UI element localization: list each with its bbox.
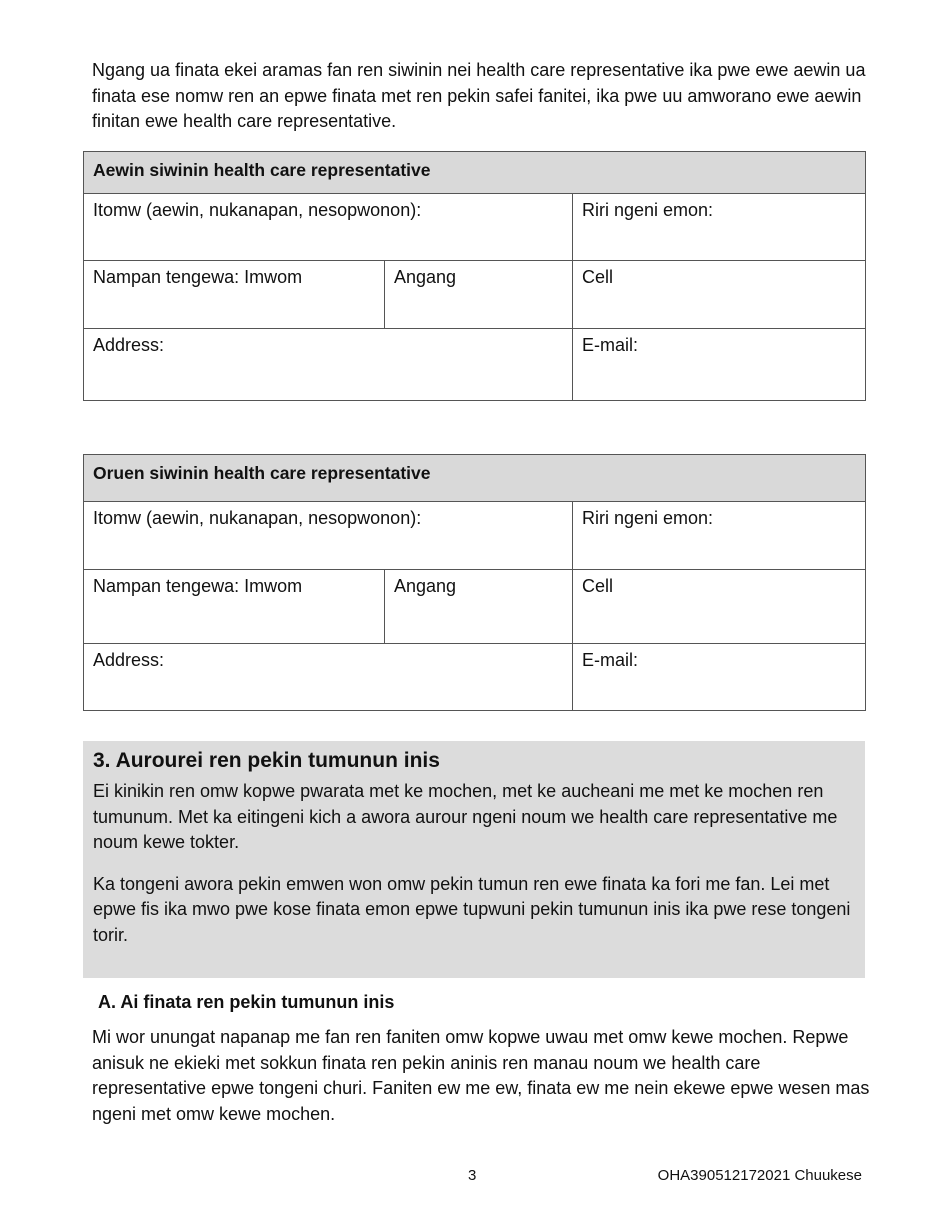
table-header: Oruen siwinin health care representative: [84, 455, 866, 502]
second-representative-table: [83, 454, 866, 711]
section-paragraph: Ei kinikin ren omw kopwe pwarata met ke mochen, met ke aucheani me met ke mochen ren tumunum. Met ka eitingeni kich a awora aurour ngeni noum we health care representative me noum kewe tokter.: [93, 781, 838, 852]
home-phone-field[interactable]: Nampan tengewa: Imwom: [84, 261, 385, 329]
cell-phone-field[interactable]: Cell: [573, 570, 866, 644]
cell-phone-field[interactable]: Cell: [573, 261, 866, 329]
email-field[interactable]: E-mail:: [573, 329, 866, 401]
work-phone-field[interactable]: Angang: [385, 570, 573, 644]
section-title: 3. Aurourei ren pekin tumunun inis: [93, 749, 440, 772]
name-field[interactable]: Itomw (aewin, nukanapan, nesopwonon):: [84, 502, 573, 570]
subsection-a-body: Mi wor unungat napanap me fan ren faniten omw kopwe uwau met omw kewe mochen. Repwe anisuk ne ekieki met sokkun finata ren pekin aninis ren manau noum we health care representative epwe tongeni churi. Faniten ew me ew, finata ew me nein ekewe epwe wesen mas ngeni met omw kewe mochen.: [92, 1027, 870, 1124]
section-3-box: [83, 741, 865, 978]
page-number: 3: [468, 1167, 477, 1184]
table-header: Aewin siwinin health care representative: [84, 152, 866, 194]
relationship-field[interactable]: Riri ngeni emon:: [573, 194, 866, 261]
home-phone-field[interactable]: Nampan tengewa: Imwom: [84, 570, 385, 644]
section-paragraph: Ka tongeni awora pekin emwen won omw pekin tumun ren ewe finata ka fori me fan. Lei met epwe fis ika mwo pwe kose finata emon epwe tupwuni pekin tumunun inis ika pwe rese tongeni torir.: [93, 873, 851, 945]
name-field[interactable]: Itomw (aewin, nukanapan, nesopwonon):: [84, 194, 573, 261]
subsection-a-title: A. Ai finata ren pekin tumunun inis: [98, 992, 395, 1012]
work-phone-field[interactable]: Angang: [385, 261, 573, 329]
document-code: OHA390512172021 Chuukese: [657, 1167, 862, 1184]
address-field[interactable]: Address:: [84, 329, 573, 401]
relationship-field[interactable]: Riri ngeni emon:: [573, 502, 866, 570]
email-field[interactable]: E-mail:: [573, 644, 866, 711]
intro-paragraph: Ngang ua finata ekei aramas fan ren siwinin nei health care representative ika pwe ewe aewin ua finata ese nomw ren an epwe finata met ren pekin safei fanitei, ika pwe uu amworano ewe aewin finitan ewe health care representative.: [92, 60, 866, 131]
address-field[interactable]: Address:: [84, 644, 573, 711]
first-representative-table: [83, 151, 866, 401]
